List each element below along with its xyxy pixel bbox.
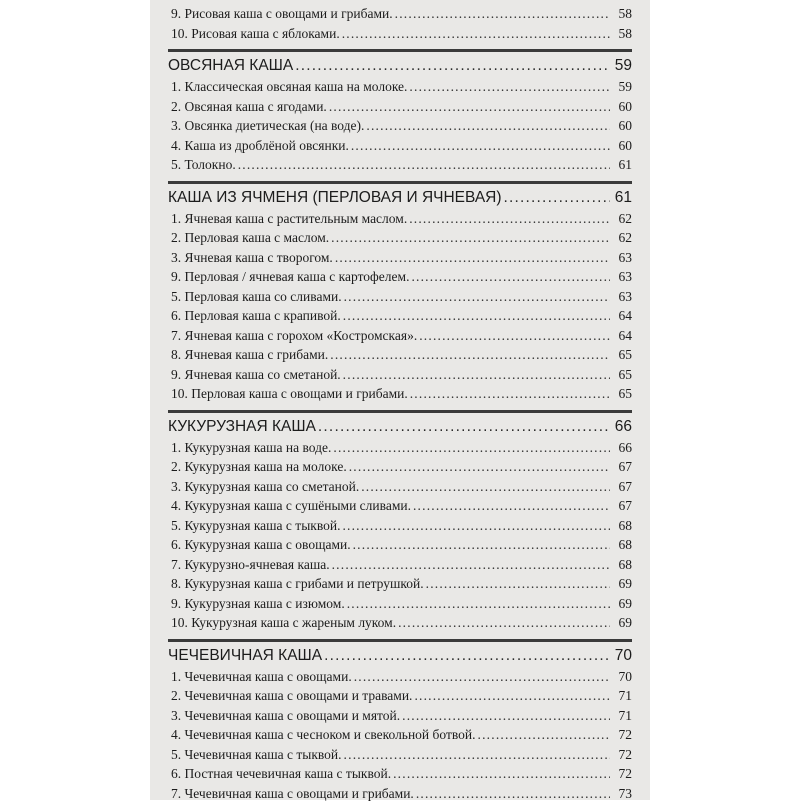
toc-item — [168, 555, 632, 575]
toc-item-page: 68 — [614, 516, 632, 536]
toc-item — [168, 287, 632, 307]
toc-item-title: 5. Чечевичная каша с тыквой. — [171, 745, 342, 765]
toc-item — [168, 496, 632, 516]
toc-item-page: 65 — [614, 384, 632, 404]
section-page: 59 — [614, 56, 632, 76]
dot-leader — [478, 725, 610, 745]
toc-item-page: 72 — [614, 745, 632, 765]
toc-item — [168, 24, 632, 44]
toc-item-page: 65 — [614, 365, 632, 385]
dot-leader — [395, 4, 610, 24]
section-page: 66 — [614, 417, 632, 437]
section-divider — [168, 639, 632, 642]
toc-item — [168, 535, 632, 555]
dot-leader — [351, 136, 610, 156]
toc-item-title: 8. Ячневая каша с грибами. — [171, 345, 328, 365]
toc-item-page: 66 — [614, 438, 632, 458]
toc-item — [168, 306, 632, 326]
toc-item-page: 60 — [614, 116, 632, 136]
toc-item-title: 10. Перловая каша с овощами и грибами. — [171, 384, 408, 404]
toc-item-page: 72 — [614, 764, 632, 784]
toc-item-page: 63 — [614, 287, 632, 307]
toc-item-page: 63 — [614, 267, 632, 287]
toc-item — [168, 457, 632, 477]
toc-item-title: 8. Кукурузная каша с грибами и петрушкой. — [171, 574, 424, 594]
toc-item-page: 71 — [614, 706, 632, 726]
toc-item — [168, 209, 632, 229]
dot-leader — [343, 306, 610, 326]
toc-item — [168, 438, 632, 458]
toc-item — [168, 326, 632, 346]
toc-item-title: 7. Чечевичная каша с овощами и грибами. — [171, 784, 414, 803]
toc-item-title: 1. Кукурузная каша на воде. — [171, 438, 331, 458]
toc-item-page: 58 — [614, 4, 632, 24]
toc-item — [168, 686, 632, 706]
toc-item — [168, 248, 632, 268]
dot-leader — [347, 594, 610, 614]
toc-item-title: 9. Перловая / ячневая каша с картофелем. — [171, 267, 409, 287]
dot-leader — [353, 535, 610, 555]
toc-item-title: 7. Ячневая каша с горохом «Костромская». — [171, 326, 417, 346]
dot-leader — [402, 706, 610, 726]
toc-item-title: 5. Толокно. — [171, 155, 236, 175]
toc-item — [168, 477, 632, 497]
toc-item-title: 3. Овсянка диетическая (на воде). — [171, 116, 364, 136]
toc-item — [168, 4, 632, 24]
dot-leader — [333, 438, 610, 458]
dot-leader — [409, 77, 610, 97]
section-divider — [168, 181, 632, 184]
dot-leader — [410, 384, 610, 404]
toc-item — [168, 345, 632, 365]
dot-leader — [330, 345, 610, 365]
section-heading — [168, 417, 632, 437]
toc-item-title: 10. Кукурузная каша с жареным луком. — [171, 613, 396, 633]
toc-item-title: 1. Ячневая каша с растительным маслом. — [171, 209, 407, 229]
toc-item-title: 5. Кукурузная каша с тыквой. — [171, 516, 340, 536]
section-title: КАША ИЗ ЯЧМЕНЯ (ПЕРЛОВАЯ И ЯЧНЕВАЯ) — [168, 188, 502, 208]
toc-item — [168, 77, 632, 97]
toc-item-page: 73 — [614, 784, 632, 803]
toc-item-title: 9. Ячневая каша со сметаной. — [171, 365, 341, 385]
toc-item — [168, 384, 632, 404]
toc-item — [168, 574, 632, 594]
toc-item — [168, 267, 632, 287]
toc-item-page: 64 — [614, 326, 632, 346]
toc-item — [168, 725, 632, 745]
toc-item-page: 63 — [614, 248, 632, 268]
toc-item-title: 2. Перловая каша с маслом. — [171, 228, 329, 248]
toc-item-title: 2. Овсяная каша с ягодами. — [171, 97, 327, 117]
toc-item — [168, 516, 632, 536]
toc-item-page: 62 — [614, 228, 632, 248]
toc-item-title: 1. Чечевичная каша с овощами. — [171, 667, 352, 687]
dot-leader — [361, 477, 610, 497]
dot-leader — [409, 209, 610, 229]
dot-leader — [329, 97, 610, 117]
toc-item-page: 70 — [614, 667, 632, 687]
toc-item-page: 64 — [614, 306, 632, 326]
toc-item — [168, 613, 632, 633]
dot-leader — [344, 287, 610, 307]
toc-item-title: 1. Классическая овсяная каша на молоке. — [171, 77, 407, 97]
toc-item-title: 3. Чечевичная каша с овощами и мятой. — [171, 706, 400, 726]
section-divider — [168, 49, 632, 52]
toc-item — [168, 97, 632, 117]
toc-item — [168, 155, 632, 175]
toc-item-page: 65 — [614, 345, 632, 365]
toc-item-page: 67 — [614, 496, 632, 516]
dot-leader — [335, 248, 610, 268]
toc-item-title: 6. Перловая каша с крапивой. — [171, 306, 341, 326]
toc-item-page: 68 — [614, 535, 632, 555]
dot-leader — [342, 516, 610, 536]
toc-item-title: 4. Чечевичная каша с чесноком и свекольной ботвой. — [171, 725, 476, 745]
toc-item — [168, 136, 632, 156]
toc-item-page: 67 — [614, 477, 632, 497]
dot-leader — [411, 267, 610, 287]
toc-item-page: 60 — [614, 136, 632, 156]
toc-item-page: 69 — [614, 574, 632, 594]
toc-item-page: 68 — [614, 555, 632, 575]
dot-leader — [332, 555, 610, 575]
toc-item — [168, 764, 632, 784]
dot-leader — [354, 667, 610, 687]
section-heading — [168, 56, 632, 76]
dot-leader — [426, 574, 610, 594]
dot-leader — [414, 686, 610, 706]
dot-leader — [343, 365, 610, 385]
dot-leader — [413, 496, 610, 516]
toc-item-page: 58 — [614, 24, 632, 44]
section-heading — [168, 188, 632, 208]
toc-section-lentil — [168, 646, 632, 803]
dot-leader — [344, 745, 610, 765]
toc-item-title: 4. Кукурузная каша с сушёными сливами. — [171, 496, 411, 516]
dot-leader — [318, 417, 610, 437]
toc-item — [168, 745, 632, 765]
toc-item-title: 10. Рисовая каша с яблоками. — [171, 24, 340, 44]
dot-leader — [295, 56, 610, 76]
section-title: КУКУРУЗНАЯ КАША — [168, 417, 316, 437]
dot-leader — [504, 188, 610, 208]
toc-item-title: 2. Кукурузная каша на молоке. — [171, 457, 347, 477]
dot-leader — [416, 784, 610, 803]
toc-item-page: 60 — [614, 97, 632, 117]
toc-item — [168, 116, 632, 136]
toc-item-title: 9. Кукурузная каша с изюмом. — [171, 594, 345, 614]
toc-item — [168, 667, 632, 687]
section-page: 61 — [614, 188, 632, 208]
toc-item-page: 69 — [614, 613, 632, 633]
toc-item-title: 4. Каша из дроблёной овсянки. — [171, 136, 349, 156]
section-heading — [168, 646, 632, 666]
toc-item-page: 61 — [614, 155, 632, 175]
section-title: ОВСЯНАЯ КАША — [168, 56, 293, 76]
section-page: 70 — [614, 646, 632, 666]
top-items-list — [168, 4, 632, 43]
dot-leader — [419, 326, 610, 346]
section-divider — [168, 410, 632, 413]
dot-leader — [366, 116, 610, 136]
toc-item — [168, 228, 632, 248]
toc-item-page: 67 — [614, 457, 632, 477]
toc-section-barley — [168, 188, 632, 404]
toc-item — [168, 365, 632, 385]
toc-item-title: 7. Кукурузно-ячневая каша. — [171, 555, 330, 575]
toc-item-title: 6. Кукурузная каша с овощами. — [171, 535, 351, 555]
toc-item-page: 62 — [614, 209, 632, 229]
toc-item-title: 9. Рисовая каша с овощами и грибами. — [171, 4, 393, 24]
section-title: ЧЕЧЕВИЧНАЯ КАША — [168, 646, 322, 666]
dot-leader — [324, 646, 610, 666]
toc-item-page: 59 — [614, 77, 632, 97]
toc-item-page: 71 — [614, 686, 632, 706]
toc-item-title: 3. Кукурузная каша со сметаной. — [171, 477, 359, 497]
dot-leader — [331, 228, 610, 248]
toc-item-page: 69 — [614, 594, 632, 614]
toc-item — [168, 706, 632, 726]
toc-item-title: 3. Ячневая каша с творогом. — [171, 248, 333, 268]
dot-leader — [393, 764, 610, 784]
toc-item-title: 6. Постная чечевичная каша с тыквой. — [171, 764, 391, 784]
dot-leader — [349, 457, 610, 477]
toc-item-page: 72 — [614, 725, 632, 745]
book-page — [150, 0, 650, 800]
toc-item — [168, 594, 632, 614]
toc-item-title: 5. Перловая каша со сливами. — [171, 287, 342, 307]
toc-item-title: 2. Чечевичная каша с овощами и травами. — [171, 686, 412, 706]
dot-leader — [398, 613, 610, 633]
toc-section-corn — [168, 417, 632, 633]
dot-leader — [342, 24, 610, 44]
toc-section-oatmeal — [168, 56, 632, 175]
dot-leader — [238, 155, 610, 175]
toc-item — [168, 784, 632, 803]
